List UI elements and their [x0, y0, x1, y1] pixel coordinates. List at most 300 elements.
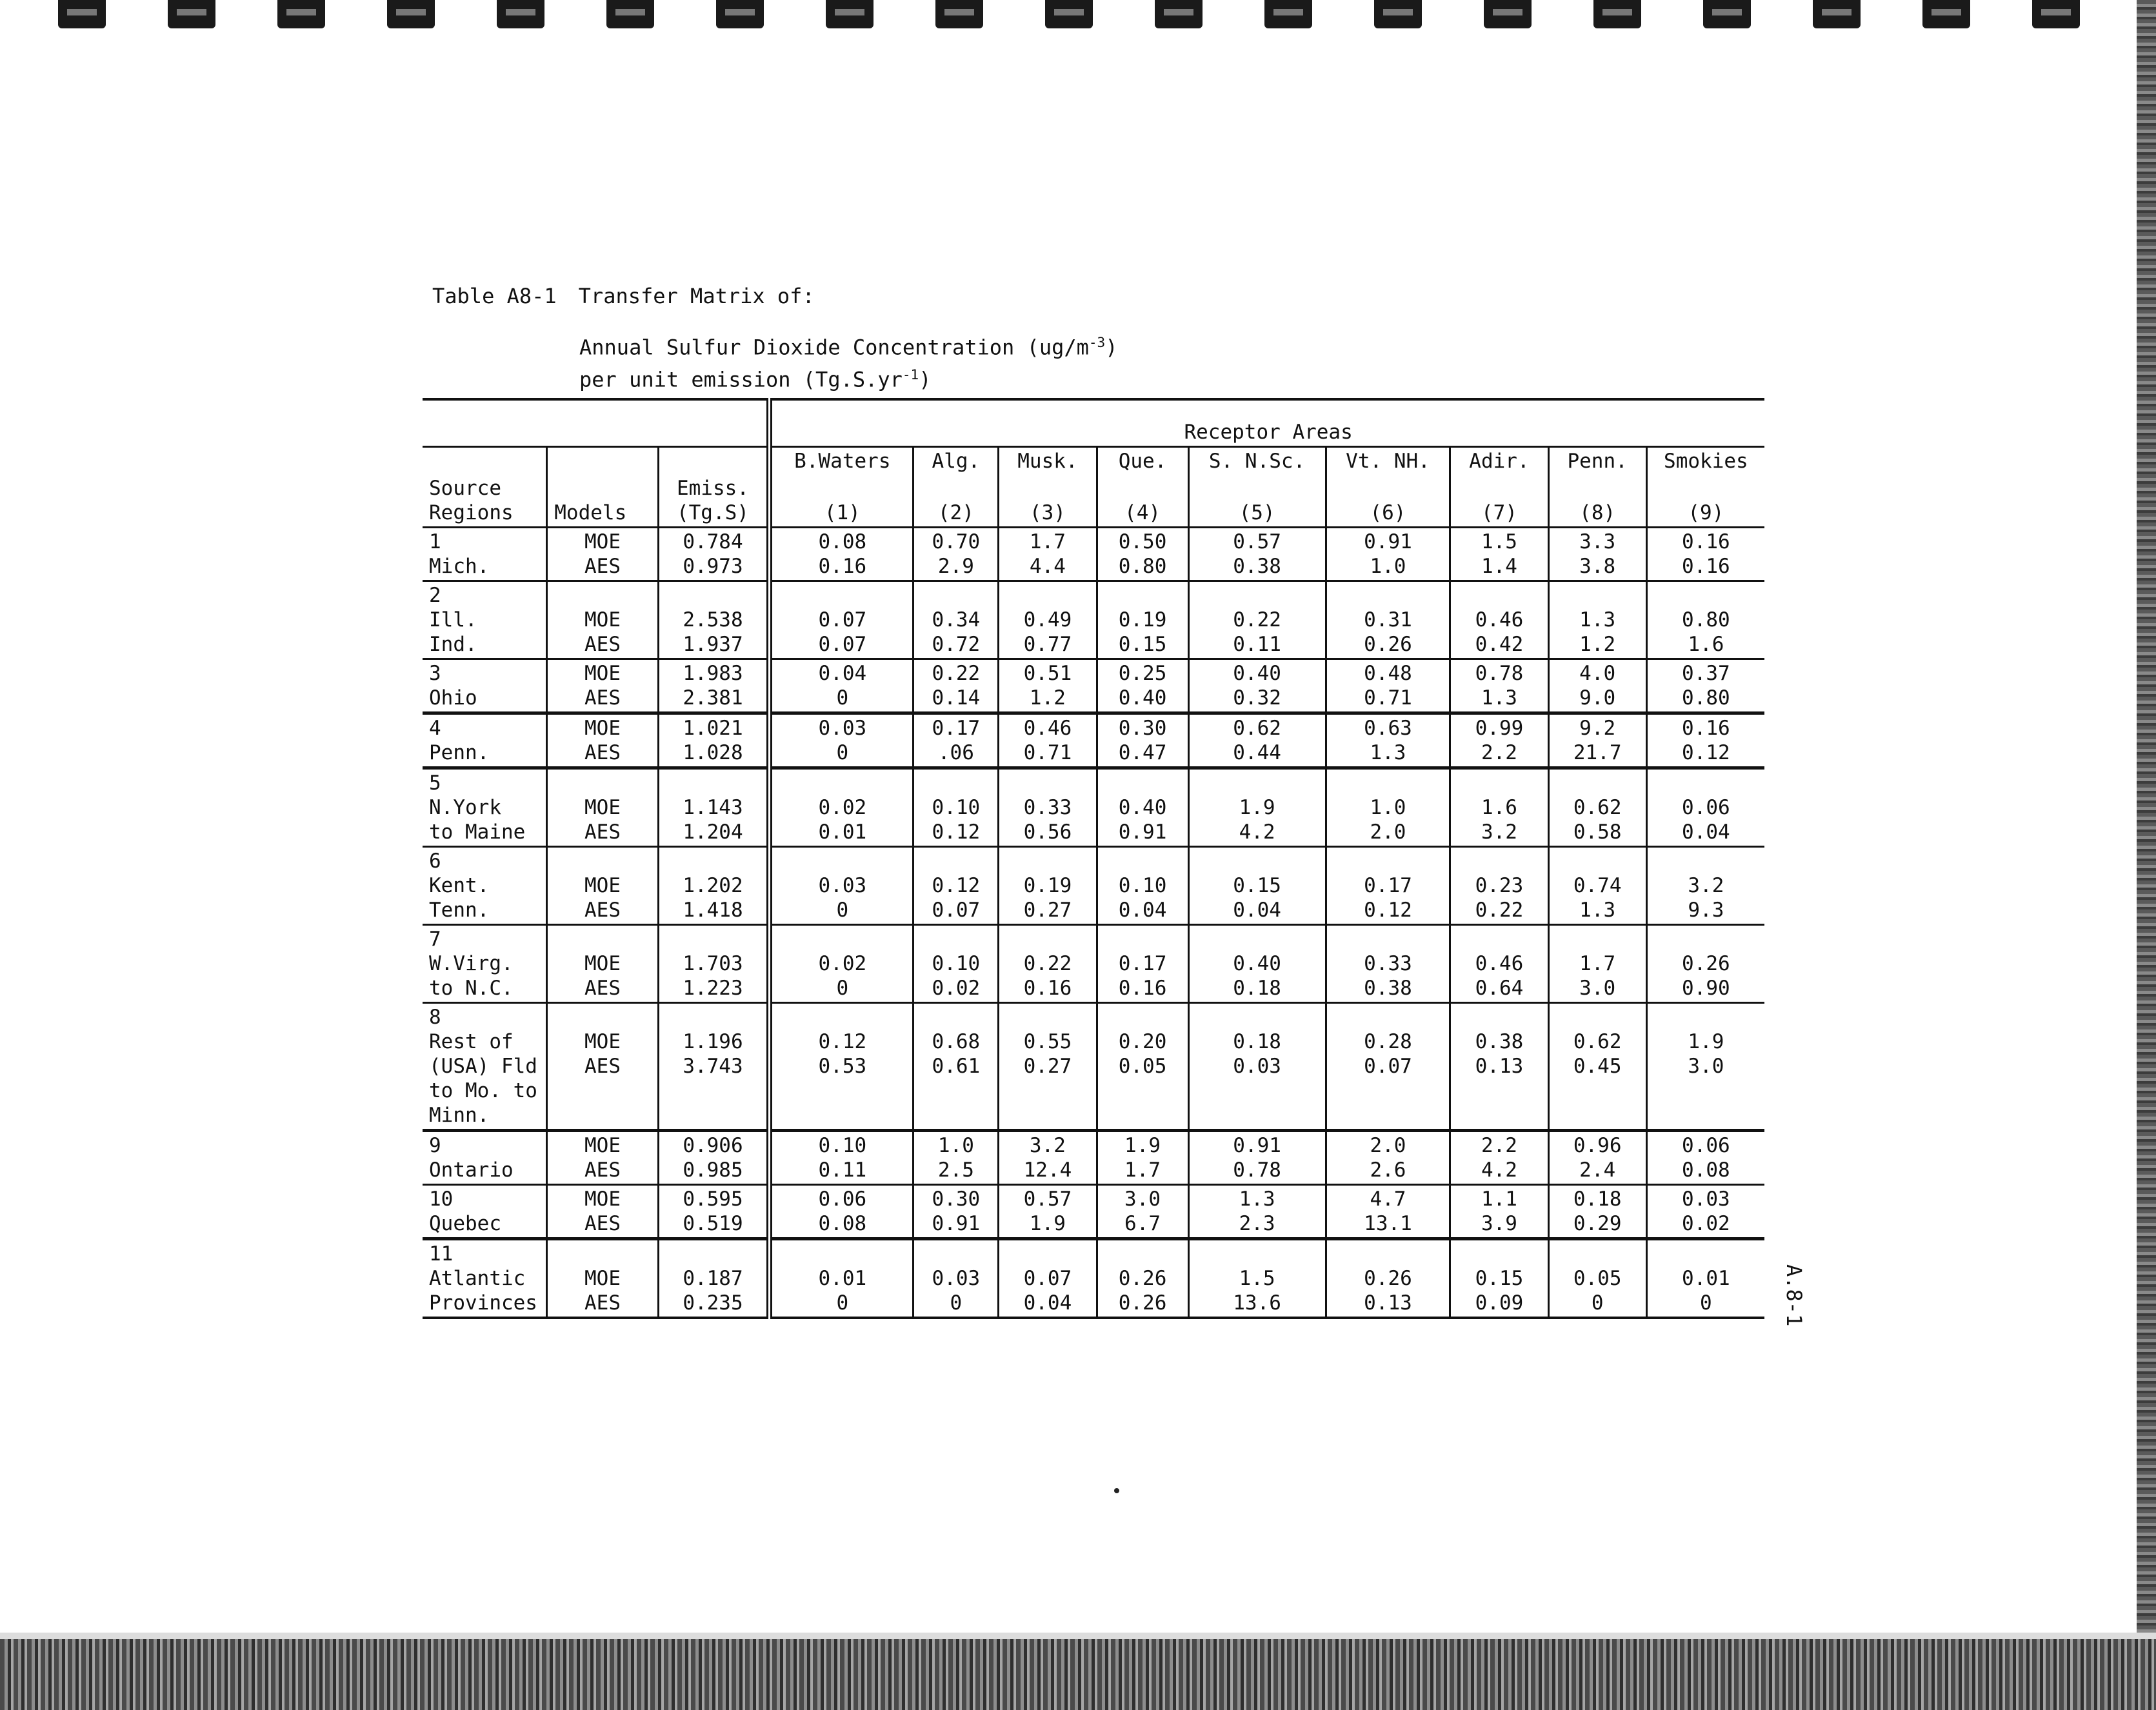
- model-cell: [547, 713, 658, 768]
- emission-cell: [658, 581, 770, 659]
- concentration-cell-line: [779, 583, 906, 608]
- binding-ring: [1264, 0, 1312, 28]
- concentration-cell: [770, 1131, 913, 1185]
- binding-ring: [387, 0, 435, 28]
- concentration-cell: [1450, 1003, 1548, 1131]
- concentration-cell: [770, 1185, 913, 1239]
- emission-cell: [658, 847, 770, 925]
- binding-ring: [1374, 0, 1422, 28]
- model-cell-line: AES: [584, 1212, 621, 1235]
- concentration-cell: [1188, 659, 1326, 713]
- concentration-cell-line: [779, 1079, 906, 1103]
- concentration-cell-line: 1.5: [1239, 1267, 1275, 1290]
- concentration-cell: [999, 1185, 1097, 1239]
- concentration-cell-line: 13.1: [1364, 1212, 1412, 1235]
- source-region-cell-line: to Maine: [429, 820, 526, 844]
- concentration-cell-line: 0.71: [1364, 686, 1412, 710]
- concentration-cell-line: 0.12: [932, 874, 981, 897]
- concentration-cell-line: 2.5: [937, 1158, 974, 1182]
- model-cell-line: MOE: [584, 1030, 621, 1053]
- receptor-number-2: (2): [913, 475, 999, 528]
- emission-cell: [658, 713, 770, 768]
- binding-ring: [606, 0, 654, 28]
- concentration-cell-line: [1556, 1005, 1639, 1029]
- concentration-cell-line: 0: [836, 1291, 849, 1315]
- concentration-cell-line: [1333, 849, 1443, 873]
- subtitle-line-1-sup: -3: [1088, 335, 1106, 350]
- receptor-number-4: (4): [1097, 475, 1188, 528]
- emission-cell-line: 0.784: [683, 530, 743, 553]
- source-header-line-2: Regions: [429, 501, 514, 524]
- model-cell-line: MOE: [584, 717, 621, 740]
- concentration-cell-line: 2.2: [1481, 1134, 1517, 1157]
- concentration-cell-line: [779, 1242, 906, 1266]
- concentration-cell-line: 4.2: [1239, 820, 1275, 844]
- concentration-cell-line: 0.58: [1573, 820, 1622, 844]
- concentration-cell: [1326, 1239, 1450, 1318]
- emission-cell-line: 0.973: [683, 555, 743, 578]
- concentration-cell-line: 0.63: [1364, 717, 1412, 740]
- model-cell-line: MOE: [584, 662, 621, 685]
- concentration-cell: [1548, 1239, 1646, 1318]
- receptor-number-9: (9): [1646, 475, 1764, 528]
- concentration-cell: [1097, 768, 1188, 847]
- model-cell: [547, 925, 658, 1003]
- source-region-row: [423, 768, 1764, 847]
- concentration-cell-line: 0.96: [1573, 1134, 1622, 1157]
- concentration-cell-line: [921, 1005, 991, 1029]
- concentration-cell: [913, 1239, 999, 1318]
- model-cell-line: MOE: [584, 952, 621, 975]
- concentration-cell-line: 1.9: [1029, 1212, 1066, 1235]
- concentration-cell-line: 0.15: [1475, 1267, 1524, 1290]
- source-region-cell-line: 1: [429, 530, 441, 553]
- concentration-cell-line: 2.3: [1239, 1212, 1275, 1235]
- emission-cell-line: 2.538: [683, 608, 743, 631]
- models-header: Models: [547, 475, 658, 528]
- concentration-cell: [1450, 925, 1548, 1003]
- concentration-cell-line: 3.2: [1029, 1134, 1066, 1157]
- page-shadow: [0, 1633, 2156, 1639]
- receptor-number-7: (7): [1450, 475, 1548, 528]
- model-cell-line: AES: [584, 686, 621, 710]
- concentration-cell-line: 0.91: [932, 1212, 981, 1235]
- source-region-cell-line: Ill.: [429, 608, 477, 631]
- concentration-cell-line: [1654, 1079, 1758, 1103]
- emission-cell-line: 0.519: [683, 1212, 743, 1235]
- concentration-cell-line: 0.05: [1118, 1055, 1167, 1078]
- emissions-header: [658, 475, 770, 528]
- model-cell: [547, 581, 658, 659]
- model-cell-line: [554, 1242, 650, 1266]
- table-subtitle: [579, 329, 1117, 393]
- emission-cell-line: 0.985: [683, 1158, 743, 1182]
- concentration-cell: [1548, 581, 1646, 659]
- concentration-cell-line: [1333, 1005, 1443, 1029]
- concentration-cell-line: 9.0: [1579, 686, 1616, 710]
- concentration-cell-line: [779, 1005, 906, 1029]
- concentration-cell-line: 0.04: [1682, 820, 1730, 844]
- concentration-cell-line: [1333, 1242, 1443, 1266]
- concentration-cell-line: 0.08: [818, 530, 867, 553]
- model-cell-line: MOE: [584, 874, 621, 897]
- concentration-cell-line: [1006, 583, 1089, 608]
- concentration-cell: [999, 1131, 1097, 1185]
- emission-cell-line: [666, 1103, 761, 1128]
- concentration-cell: [770, 659, 913, 713]
- concentration-cell-line: 0.46: [1023, 717, 1072, 740]
- source-region-cell: [423, 528, 547, 581]
- concentration-cell: [1326, 1185, 1450, 1239]
- receptor-name-8: Penn.: [1548, 447, 1646, 475]
- source-region-row: [423, 713, 1764, 768]
- concentration-cell-line: 0.03: [818, 717, 867, 740]
- concentration-cell-line: 0: [836, 741, 849, 764]
- emission-cell-line: 2.381: [683, 686, 743, 710]
- concentration-cell-line: [921, 583, 991, 608]
- concentration-cell-line: 0.40: [1118, 686, 1167, 710]
- concentration-cell: [1188, 581, 1326, 659]
- concentration-cell: [770, 713, 913, 768]
- concentration-cell-line: 0.12: [818, 1030, 867, 1053]
- model-cell-line: AES: [584, 741, 621, 764]
- concentration-cell-line: [1196, 927, 1319, 951]
- concentration-cell-line: [1333, 583, 1443, 608]
- concentration-cell-line: 1.0: [1370, 555, 1406, 578]
- concentration-cell-line: [921, 1079, 991, 1103]
- concentration-cell: [999, 581, 1097, 659]
- receptor-number-1: (1): [770, 475, 913, 528]
- concentration-cell-line: [779, 849, 906, 873]
- concentration-cell-line: [1006, 927, 1089, 951]
- concentration-cell-line: 0.03: [1233, 1055, 1281, 1078]
- emission-cell-line: [666, 1242, 761, 1266]
- concentration-cell-line: 0.07: [818, 608, 867, 631]
- emission-cell-line: 0.906: [683, 1134, 743, 1157]
- source-region-cell: [423, 847, 547, 925]
- concentration-cell: [1646, 1003, 1764, 1131]
- concentration-cell: [1646, 847, 1764, 925]
- concentration-cell: [913, 1185, 999, 1239]
- source-region-cell-line: Ohio: [429, 686, 477, 710]
- model-cell-line: AES: [584, 899, 621, 922]
- emission-cell-line: 1.028: [683, 741, 743, 764]
- emission-cell-line: 1.983: [683, 662, 743, 685]
- receptor-name-9: Smokies: [1646, 447, 1764, 475]
- concentration-cell-line: [1196, 771, 1319, 795]
- page-edge-bottom: [0, 1639, 2156, 1710]
- receptor-name-6: Vt. NH.: [1326, 447, 1450, 475]
- concentration-cell-line: 0.80: [1118, 555, 1167, 578]
- model-cell-line: AES: [584, 633, 621, 656]
- model-cell-line: [554, 927, 650, 951]
- concentration-cell-line: 0.26: [1364, 1267, 1412, 1290]
- concentration-cell-line: 0.16: [1023, 977, 1072, 1000]
- receptor-name-3: Musk.: [999, 447, 1097, 475]
- header-row-receptor: [423, 399, 1764, 447]
- concentration-cell: [913, 925, 999, 1003]
- concentration-cell: [913, 713, 999, 768]
- emission-cell-line: 1.021: [683, 717, 743, 740]
- concentration-cell-line: 0.34: [932, 608, 981, 631]
- model-cell-line: [554, 849, 650, 873]
- binding-ring: [1593, 0, 1641, 28]
- concentration-cell-line: [1006, 1079, 1089, 1103]
- concentration-cell: [913, 528, 999, 581]
- model-cell: [547, 1003, 658, 1131]
- concentration-cell: [1097, 581, 1188, 659]
- concentration-cell-line: 0.01: [1682, 1267, 1730, 1290]
- concentration-cell-line: 0: [836, 899, 849, 922]
- binding-ring: [1155, 0, 1203, 28]
- source-region-cell-line: 2: [429, 584, 441, 607]
- source-region-cell: [423, 581, 547, 659]
- concentration-cell-line: 1.9: [1239, 796, 1275, 819]
- concentration-cell-line: 1.9: [1688, 1030, 1724, 1053]
- model-cell-line: MOE: [584, 1267, 621, 1290]
- concentration-cell: [1646, 1131, 1764, 1185]
- concentration-cell-line: 0.18: [1233, 1030, 1281, 1053]
- concentration-cell-line: [1333, 1079, 1443, 1103]
- concentration-cell-line: 0.62: [1233, 717, 1281, 740]
- source-region-row: [423, 581, 1764, 659]
- concentration-cell-line: 4.7: [1370, 1188, 1406, 1211]
- concentration-cell-line: 1.0: [1370, 796, 1406, 819]
- binding-ring: [935, 0, 983, 28]
- concentration-cell-line: 0.15: [1118, 633, 1167, 656]
- concentration-cell-line: 0.53: [818, 1055, 867, 1078]
- emiss-header-line-1: Emiss.: [676, 477, 749, 500]
- concentration-cell-line: [1196, 1242, 1319, 1266]
- emission-cell-line: 3.743: [683, 1055, 743, 1078]
- table-title: [432, 284, 815, 308]
- concentration-cell: [1646, 768, 1764, 847]
- emission-cell-line: 1.143: [683, 796, 743, 819]
- concentration-cell-line: 0.07: [818, 633, 867, 656]
- concentration-cell-line: 3.2: [1688, 874, 1724, 897]
- concentration-cell-line: 0.42: [1475, 633, 1524, 656]
- concentration-cell-line: 0.06: [1682, 796, 1730, 819]
- concentration-cell-line: [1104, 1103, 1181, 1128]
- concentration-cell-line: [1104, 1242, 1181, 1266]
- concentration-cell: [1097, 659, 1188, 713]
- source-region-cell-line: 10: [429, 1188, 454, 1211]
- model-cell-line: MOE: [584, 1134, 621, 1157]
- concentration-cell-line: 21.7: [1573, 741, 1622, 764]
- concentration-cell-line: 0.32: [1233, 686, 1281, 710]
- concentration-cell-line: 0.07: [1023, 1267, 1072, 1290]
- concentration-cell: [1097, 1003, 1188, 1131]
- concentration-cell-line: 0.64: [1475, 977, 1524, 1000]
- receptor-name-5: S. N.Sc.: [1188, 447, 1326, 475]
- concentration-cell-line: 13.6: [1233, 1291, 1281, 1315]
- source-region-cell-line: 6: [429, 850, 441, 873]
- concentration-cell: [1548, 713, 1646, 768]
- source-region-cell-line: Ontario: [429, 1158, 514, 1182]
- concentration-cell-line: 1.3: [1579, 899, 1616, 922]
- concentration-cell-line: 0.04: [1233, 899, 1281, 922]
- concentration-cell-line: [1104, 1005, 1181, 1029]
- binding-ring: [716, 0, 764, 28]
- emission-cell-line: [666, 1079, 761, 1103]
- source-region-cell: [423, 713, 547, 768]
- concentration-cell: [999, 528, 1097, 581]
- emission-cell: [658, 925, 770, 1003]
- concentration-cell-line: 0.37: [1682, 662, 1730, 685]
- concentration-cell-line: 0.40: [1233, 662, 1281, 685]
- concentration-cell-line: [1654, 927, 1758, 951]
- concentration-cell-line: 0.10: [818, 1134, 867, 1157]
- concentration-cell-line: [1654, 583, 1758, 608]
- concentration-cell-line: [1457, 849, 1541, 873]
- concentration-cell-line: 0.26: [1364, 633, 1412, 656]
- source-region-cell: [423, 768, 547, 847]
- transfer-matrix-table: [423, 398, 1764, 1319]
- emission-cell-line: 0.235: [683, 1291, 743, 1315]
- concentration-cell-line: 0.10: [932, 952, 981, 975]
- concentration-cell-line: 2.0: [1370, 820, 1406, 844]
- subtitle-line-2: [579, 361, 1117, 393]
- page-speck: [1114, 1488, 1119, 1493]
- model-cell-line: AES: [584, 1158, 621, 1182]
- concentration-cell-line: 4.2: [1481, 1158, 1517, 1182]
- source-region-cell-line: Mich.: [429, 555, 490, 578]
- source-region-cell: [423, 1239, 547, 1318]
- concentration-cell-line: 0.57: [1023, 1188, 1072, 1211]
- concentration-cell: [1188, 1003, 1326, 1131]
- source-region-cell-line: Rest of: [429, 1030, 514, 1053]
- receptor-name-4: Que.: [1097, 447, 1188, 475]
- emission-cell: [658, 768, 770, 847]
- concentration-cell-line: 1.6: [1481, 796, 1517, 819]
- concentration-cell-line: [1457, 927, 1541, 951]
- concentration-cell-line: 0.99: [1475, 717, 1524, 740]
- emission-cell-line: 1.196: [683, 1030, 743, 1053]
- binding-ring: [1045, 0, 1093, 28]
- concentration-cell: [1188, 847, 1326, 925]
- concentration-cell-line: 4.0: [1579, 662, 1616, 685]
- concentration-cell: [1326, 1131, 1450, 1185]
- concentration-cell-line: [1457, 1079, 1541, 1103]
- concentration-cell: [1326, 581, 1450, 659]
- concentration-cell-line: [1104, 849, 1181, 873]
- concentration-cell-line: 0.26: [1118, 1291, 1167, 1315]
- source-region-cell-line: Ind.: [429, 633, 477, 656]
- emission-cell-line: 0.187: [683, 1267, 743, 1290]
- concentration-cell-line: [779, 1103, 906, 1128]
- model-cell: [547, 528, 658, 581]
- concentration-cell-line: 0.27: [1023, 899, 1072, 922]
- concentration-cell: [770, 1003, 913, 1131]
- concentration-cell-line: 0: [836, 686, 849, 710]
- concentration-cell-line: 1.3: [1239, 1188, 1275, 1211]
- concentration-cell-line: [1104, 1079, 1181, 1103]
- concentration-cell: [1188, 1239, 1326, 1318]
- concentration-cell-line: [1333, 1103, 1443, 1128]
- source-region-row: [423, 659, 1764, 713]
- concentration-cell-line: 0.25: [1118, 662, 1167, 685]
- concentration-cell: [1548, 1003, 1646, 1131]
- concentration-cell-line: [1104, 927, 1181, 951]
- concentration-cell: [1097, 847, 1188, 925]
- concentration-cell: [1326, 925, 1450, 1003]
- source-region-cell-line: 5: [429, 771, 441, 795]
- concentration-cell: [1450, 659, 1548, 713]
- concentration-cell-line: 0.68: [932, 1030, 981, 1053]
- concentration-cell-line: 0.77: [1023, 633, 1072, 656]
- concentration-cell-line: 0.72: [932, 633, 981, 656]
- concentration-cell-line: 3.0: [1579, 977, 1616, 1000]
- header-spacer-models: [547, 447, 658, 475]
- source-region-cell-line: 3: [429, 662, 441, 685]
- concentration-cell: [999, 1239, 1097, 1318]
- concentration-cell-line: [921, 927, 991, 951]
- concentration-cell: [1548, 1131, 1646, 1185]
- header-row-numbers: [423, 475, 1764, 528]
- emission-cell-line: 1.937: [683, 633, 743, 656]
- concentration-cell: [1188, 528, 1326, 581]
- concentration-cell-line: 0.12: [932, 820, 981, 844]
- model-cell-line: [554, 583, 650, 608]
- concentration-cell-line: [779, 927, 906, 951]
- source-region-cell-line: to N.C.: [429, 977, 514, 1000]
- concentration-cell: [1188, 713, 1326, 768]
- concentration-cell-line: [1006, 1103, 1089, 1128]
- concentration-cell: [1646, 528, 1764, 581]
- concentration-cell: [1097, 1185, 1188, 1239]
- concentration-cell-line: 1.6: [1688, 633, 1724, 656]
- page-edge-right: [2137, 0, 2156, 1710]
- concentration-cell: [1097, 1239, 1188, 1318]
- subtitle-line-1: [579, 329, 1117, 361]
- receptor-number-6: (6): [1326, 475, 1450, 528]
- concentration-cell-line: 0.02: [932, 977, 981, 1000]
- model-cell-line: AES: [584, 1291, 621, 1315]
- concentration-cell-line: 0.26: [1682, 952, 1730, 975]
- concentration-cell-line: 0.12: [1364, 899, 1412, 922]
- concentration-cell-line: [1457, 583, 1541, 608]
- header-blank: [423, 399, 770, 447]
- binding-ring: [1703, 0, 1751, 28]
- concentration-cell: [1188, 768, 1326, 847]
- model-cell-line: [554, 1005, 650, 1029]
- receptor-name-1: B.Waters: [770, 447, 913, 475]
- concentration-cell: [770, 768, 913, 847]
- emission-cell-line: [666, 927, 761, 951]
- concentration-cell-line: 9.2: [1579, 717, 1616, 740]
- concentration-cell-line: 2.4: [1579, 1158, 1616, 1182]
- concentration-cell-line: [1654, 771, 1758, 795]
- concentration-cell: [1646, 713, 1764, 768]
- concentration-cell-line: 0.16: [1682, 717, 1730, 740]
- concentration-cell-line: 0.91: [1364, 530, 1412, 553]
- concentration-cell-line: [1006, 849, 1089, 873]
- concentration-cell-line: [921, 1103, 991, 1128]
- concentration-cell-line: 0.48: [1364, 662, 1412, 685]
- concentration-cell-line: 0.22: [1233, 608, 1281, 631]
- concentration-cell-line: 0.19: [1023, 874, 1072, 897]
- concentration-cell: [1326, 768, 1450, 847]
- concentration-cell: [1188, 1185, 1326, 1239]
- concentration-cell-line: 0.38: [1233, 555, 1281, 578]
- concentration-cell: [913, 1003, 999, 1131]
- concentration-cell: [1326, 847, 1450, 925]
- concentration-cell-line: [1654, 1103, 1758, 1128]
- concentration-cell-line: 0.51: [1023, 662, 1072, 685]
- concentration-cell-line: 0.04: [1118, 899, 1167, 922]
- model-cell-line: MOE: [584, 608, 621, 631]
- concentration-cell-line: [1556, 583, 1639, 608]
